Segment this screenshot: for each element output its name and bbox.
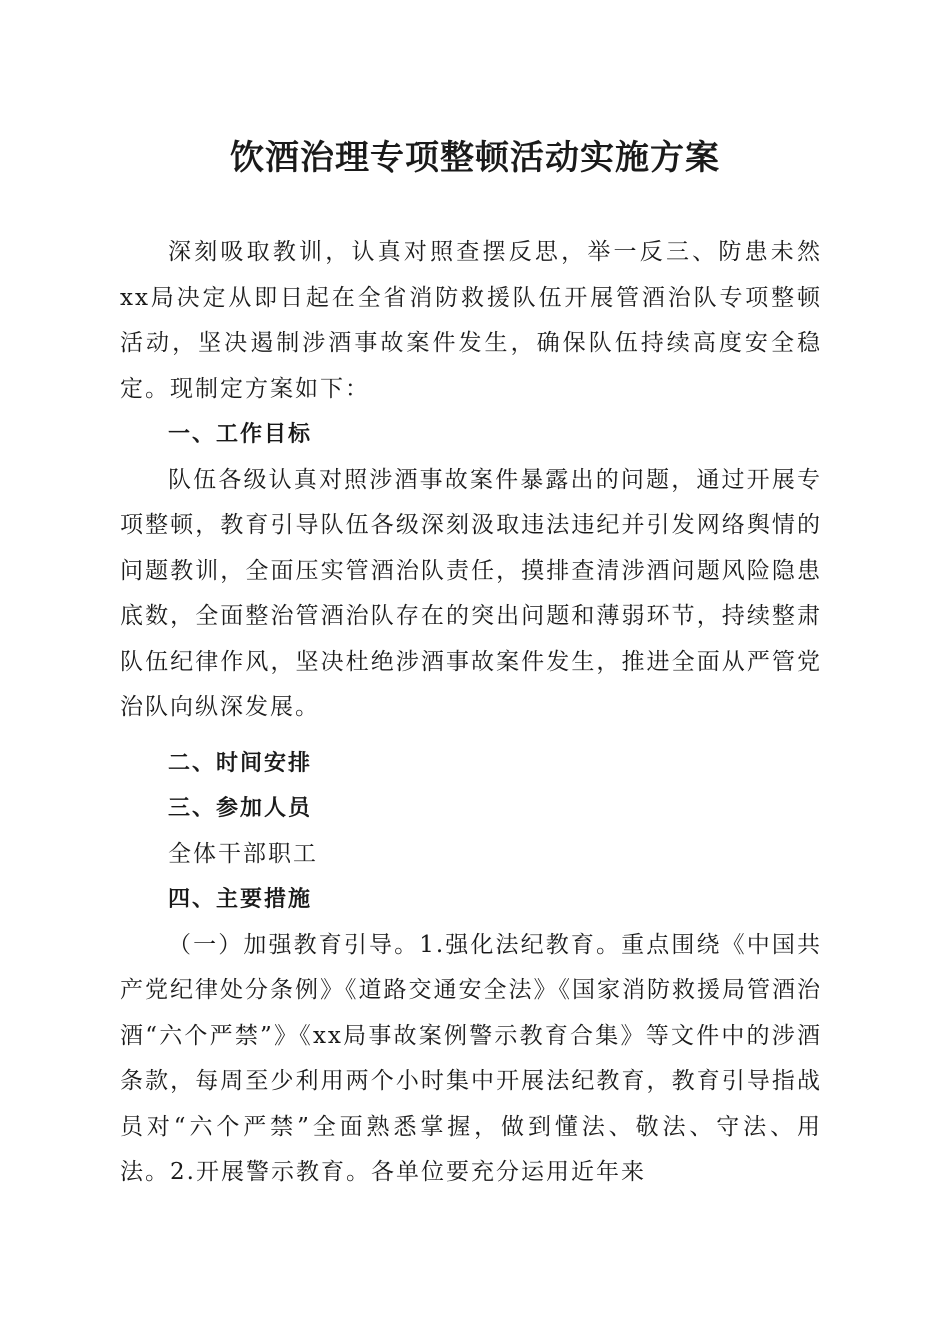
- participants-paragraph: 全体干部职工: [168, 840, 318, 867]
- section-heading-participants: 三、参加人员: [168, 796, 313, 821]
- document-body: [120, 230, 822, 1196]
- measures-paragraph: （一）加强教育引导。1.强化法纪教育。重点围绕《中国共产党纪律处分条例》《道路交通安全法》《国家消防救援局管酒治酒“六个严禁”》《xx局事故案例警示教育合集》等文件中的涉酒条款，每周至少利用两个小时集中开展法纪教育，教育引导指战员对“六个严禁”全面熟悉掌握，做到懂法、敬法、守法、用法。2.开展警示教育。各单位要充分运用近年来: [120, 931, 822, 1185]
- goals-paragraph: 队伍各级认真对照涉酒事故案件暴露出的问题，通过开展专项整顿，教育引导队伍各级深刻汲取违法违纪并引发网络舆情的问题教训，全面压实管酒治队责任，摸排查清涉酒问题风险隐患底数，全面整治管酒治队存在的突出问题和薄弱环节，持续整肃队伍纪律作风，坚决杜绝涉酒事故案件发生，推进全面从严管党治队向纵深发展。: [120, 466, 822, 720]
- document-title: 饮酒治理专项整顿活动实施方案: [230, 138, 720, 178]
- section-heading-measures: 四、主要措施: [168, 887, 313, 912]
- section-heading-goals: 一、工作目标: [168, 422, 313, 447]
- section-heading-schedule: 二、时间安排: [168, 750, 313, 776]
- intro-paragraph: 深刻吸取教训，认真对照查摆反思，举一反三、防患未然xx局决定从即日起在全省消防救援队伍开展管酒治队专项整顿活动，坚决遏制涉酒事故案件发生，确保队伍持续高度安全稳定。现制定方案如下：: [120, 239, 822, 402]
